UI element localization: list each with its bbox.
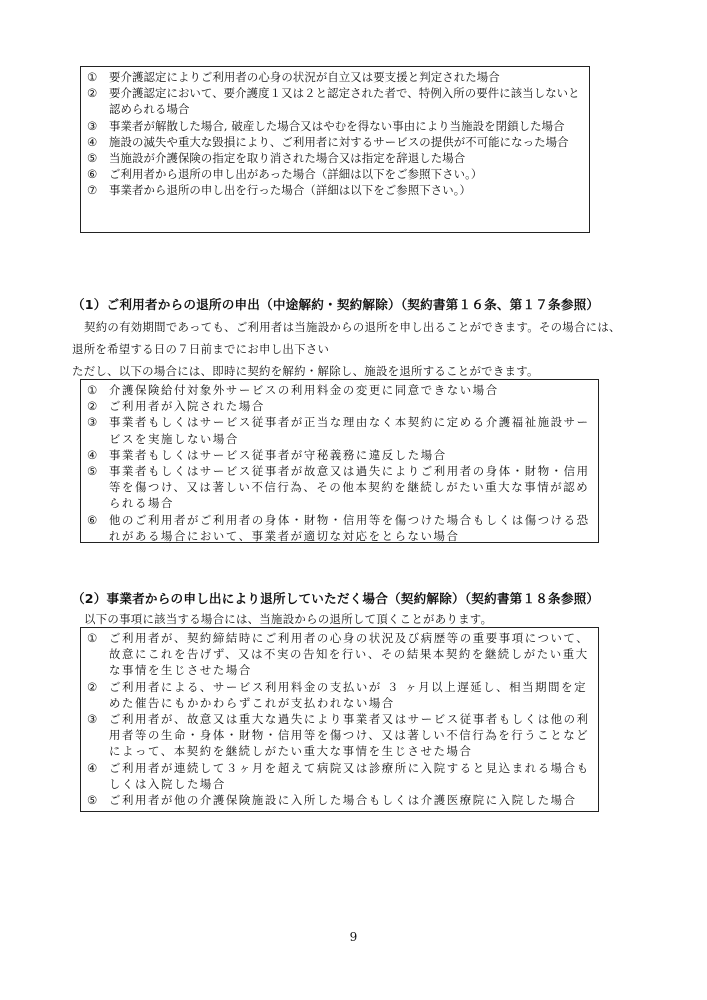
termination-conditions-list — [87, 69, 581, 199]
list-item-text: 要介護認定において、要介護度１又は２と認定された者で、特例入所の要件に該当しないと認められる場合 — [109, 86, 580, 117]
list-item-text: 事業者もしくはサービス従事者が故意又は過失によりご利用者の身体・財物・信用等を傷つけ、又は著しい不信行為、その他本契約を継続しがたい重大な事情が認められる場合 — [109, 464, 590, 511]
termination-conditions-box — [80, 66, 590, 233]
list-item-text: ご利用者が、故意又は重大な過失により事業者又はサービス従事者もしくは他の利用者等の生命・身体・財物・信用等を傷つけ、又は著しい不信行為を行うことなどによって、本契約を継続しがたい重大な事情を生じさせた場合 — [109, 712, 590, 759]
list-item — [87, 447, 590, 463]
list-item — [87, 85, 581, 117]
list-item — [87, 792, 590, 808]
list-item — [87, 150, 581, 166]
provider-termination-box — [80, 627, 599, 812]
immediate-termination-list — [87, 382, 590, 544]
list-item-text: 事業者もしくはサービス従事者が正当な理由なく本契約に定める介護福祉施設サービスを実施しない場合 — [109, 415, 590, 446]
list-item — [87, 382, 590, 398]
list-item-number: ⑦ — [87, 183, 98, 198]
section1-paragraph-3: ただし、以下の場合には、即時に契約を解約・解除し、施設を退所することができます。 — [72, 364, 539, 378]
list-item — [87, 414, 590, 446]
list-item-text: 施設の滅失や重大な毀損により、ご利用者に対するサービスの提供が不可能になった場合 — [109, 134, 569, 149]
list-item — [87, 760, 590, 792]
list-item-number: ② — [87, 679, 98, 694]
list-item-number: ① — [87, 70, 98, 84]
section2-paragraph-1: 以下の事項に該当する場合には、当施設からの退所して頂くことがあります。 — [84, 612, 493, 626]
list-item-text: ご利用者が他の介護保険施設に入所した場合もしくは介護医療院に入院した場合 — [109, 793, 577, 808]
list-item — [87, 182, 581, 198]
list-item-number: ① — [87, 383, 98, 397]
list-item-number: ⑤ — [87, 464, 98, 479]
list-item — [87, 69, 581, 85]
list-item-text: 事業者から退所の申し出を行った場合（詳細は以下をご参照下さい。） — [109, 183, 472, 198]
list-item — [87, 679, 590, 711]
section1-paragraph-1: 契約の有効期間であっても、ご利用者は当施設からの退所を申し出ることができます。その場合には、 — [84, 320, 621, 334]
provider-termination-list — [87, 630, 590, 808]
page-number: 9 — [349, 930, 358, 944]
list-item — [87, 134, 581, 150]
list-item — [87, 512, 590, 544]
list-item — [87, 711, 590, 760]
list-item-number: ⑤ — [87, 793, 98, 808]
list-item-text: ご利用者が連続して３ヶ月を超えて病院又は診療所に入院すると見込まれる場合もしくは入院した場合 — [109, 760, 590, 791]
list-item-number: ④ — [87, 134, 98, 149]
list-item-number: ③ — [87, 415, 98, 430]
list-item — [87, 463, 590, 512]
list-item-number: ④ — [87, 760, 98, 775]
list-item-number: ⑥ — [87, 512, 98, 527]
list-item-text: 他のご利用者がご利用者の身体・財物・信用等を傷つけた場合もしくは傷つける恐れがある場合において、事業者が適切な対応をとらない場合 — [109, 512, 590, 543]
list-item-number: ② — [87, 399, 98, 414]
list-item-text: ご利用者が入院された場合 — [109, 399, 265, 414]
list-item-text: 介護保険給付対象外サービスの利用料金の変更に同意できない場合 — [109, 383, 499, 397]
list-item-number: ⑥ — [87, 167, 98, 182]
list-item-text: ご利用者による、サービス利用料金の支払いが ３ ヶ月以上遅延し、相当期間を定めた催告にもかかわらずこれが支払われない場合 — [109, 679, 588, 710]
list-item-number: ① — [87, 631, 98, 645]
immediate-termination-box — [80, 379, 599, 543]
section1-heading: （1）ご利用者からの退所の申出（中途解約・契約解除）（契約書第１６条、第１７条参照） — [72, 297, 600, 312]
list-item-text: 当施設が介護保険の指定を取り消された場合又は指定を辞退した場合 — [109, 151, 466, 166]
list-item — [87, 398, 590, 414]
list-item-number: ③ — [87, 712, 98, 727]
list-item — [87, 630, 590, 679]
section1-paragraph-2: 退所を希望する日の７日前までにお申し出下さい — [72, 342, 330, 356]
list-item-number: ③ — [87, 118, 98, 133]
list-item-text: 事業者が解散した場合, 破産した場合又はやむを得ない事由により当施設を閉鎖した場合 — [109, 118, 565, 133]
list-item-text: 要介護認定によりご利用者の心身の状況が自立又は要支援と判定された場合 — [109, 70, 500, 84]
list-item-text: ご利用者が、契約締結時にご利用者の心身の状況及び病歴等の重要事項について、故意にこれを告げず、又は不実の告知を行い、その結果本契約を継続しがたい重大な事情を生じさせた場合 — [109, 631, 590, 678]
list-item — [87, 166, 581, 182]
list-item-text: 事業者もしくはサービス従事者が守秘義務に違反した場合 — [109, 447, 447, 462]
list-item-number: ② — [87, 86, 98, 101]
section2-heading: （2）事業者からの申し出により退所していただく場合（契約解除）（契約書第１８条参照） — [72, 591, 600, 606]
list-item-number: ④ — [87, 447, 98, 462]
list-item-text: ご利用者から退所の申し出があった場合（詳細は以下をご参照下さい。） — [109, 167, 483, 182]
list-item — [87, 118, 581, 134]
list-item-number: ⑤ — [87, 151, 98, 166]
